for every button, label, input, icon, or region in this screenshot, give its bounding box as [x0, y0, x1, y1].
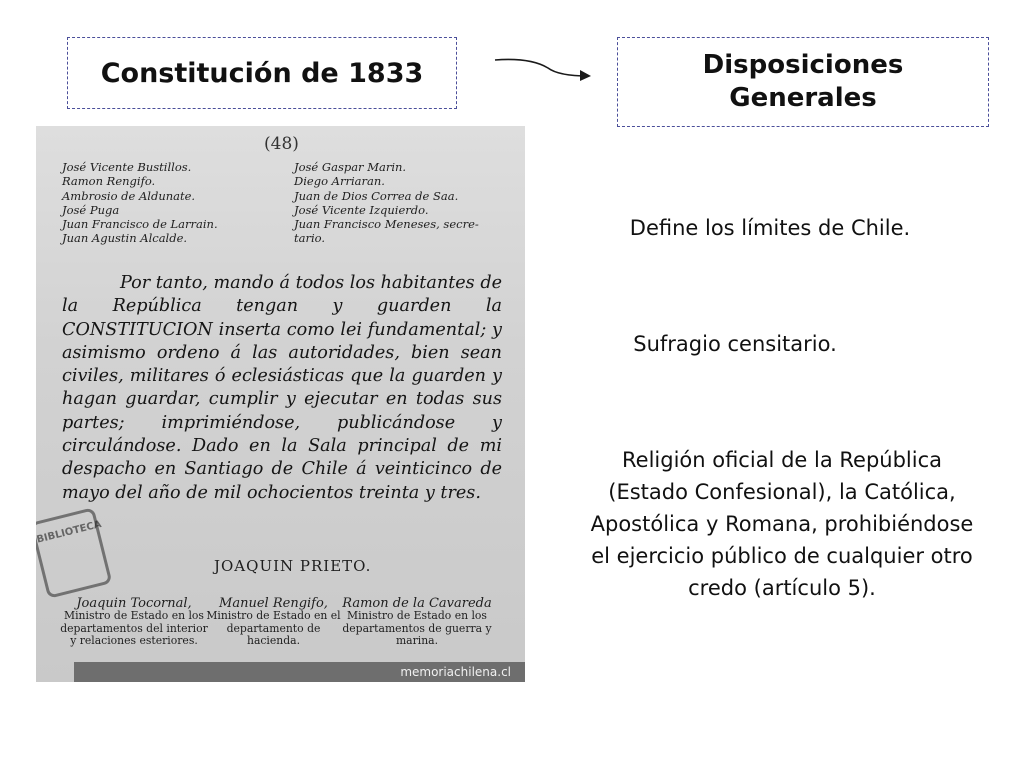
stamp-text: BIBLIOTECA — [36, 518, 103, 546]
minister-name: Ramon de la Cavareda — [342, 596, 492, 611]
section-title: Disposiciones Generales — [702, 49, 904, 113]
page-number: (48) — [264, 134, 299, 154]
slide-title: Constitución de 1833 — [100, 57, 424, 89]
minister-signature — [342, 598, 492, 648]
signatories-left — [62, 160, 218, 246]
signatory-name: José Gaspar Marin. — [294, 160, 407, 174]
signatory-name: tario. — [294, 231, 326, 246]
decree-paragraph: Por tanto, mando á todos los habitantes de la República tengan y guarden la CONSTITUCION inserta como lei fundamental; y asimismo ordeno á las autoridades, bien sean civiles, militares ó eclesiásticas que la guarden y hagan guardar, cumplir y ejecutar en todas sus partes; imprimiéndose, publicándose y circulándose. Dado en la Sala principal de mi despacho en Santiago de Chile á veinticinco de mayo del año de mil ochocientos treinta y tres. — [62, 273, 502, 503]
scanned-document-image — [36, 126, 525, 682]
decree-text — [62, 272, 502, 505]
signatory-name: Juan Francisco Meneses, secre- — [294, 217, 479, 232]
signatory-name: Juan Agustin Alcalde. — [62, 231, 188, 246]
section-title-box — [617, 37, 989, 127]
minister-signature — [60, 598, 208, 648]
signatory-name: Diego Arriaran. — [294, 174, 385, 189]
arrow-right-icon — [492, 52, 596, 92]
signatory-name: José Vicente Bustillos. — [62, 160, 192, 174]
signatory-name: Ambrosio de Aldunate. — [62, 188, 196, 203]
minister-role: Ministro de Estado en los departamentos del interior y relaciones esteriores. — [60, 609, 208, 648]
library-stamp — [36, 507, 112, 599]
signatory-name: Juan Francisco de Larrain. — [62, 217, 218, 232]
signatory-name: José Vicente Izquierdo. — [294, 202, 429, 217]
signatory-name: José Puga — [62, 202, 120, 217]
minister-role: Ministro de Estado en el departamento de hacienda. — [206, 609, 341, 648]
watermark-bar — [74, 662, 525, 682]
signatory-name: Juan de Dios Correa de Saa. — [294, 188, 459, 203]
statement-religion: Religión oficial de la República (Estado Confesional), la Católica, Apostólica y Romana, prohibiéndose el ejercicio público de cualquier otro credo (artículo 5). — [590, 448, 974, 600]
statement-limits: Define los límites de Chile. — [629, 216, 911, 240]
watermark-text: memoriachilena.cl — [400, 665, 511, 679]
signatory-name: Ramon Rengifo. — [62, 174, 156, 189]
minister-name: Joaquin Tocornal, — [76, 596, 192, 611]
slide-title-box — [67, 37, 457, 109]
minister-role: Ministro de Estado en los departamentos de guerra y marina. — [342, 609, 492, 648]
minister-signature — [206, 598, 341, 648]
statement-suffrage: Sufragio censitario. — [633, 332, 837, 356]
signatories-right — [294, 160, 479, 246]
signer-name: JOAQUIN PRIETO. — [214, 557, 372, 575]
minister-name: Manuel Rengifo, — [219, 596, 328, 611]
